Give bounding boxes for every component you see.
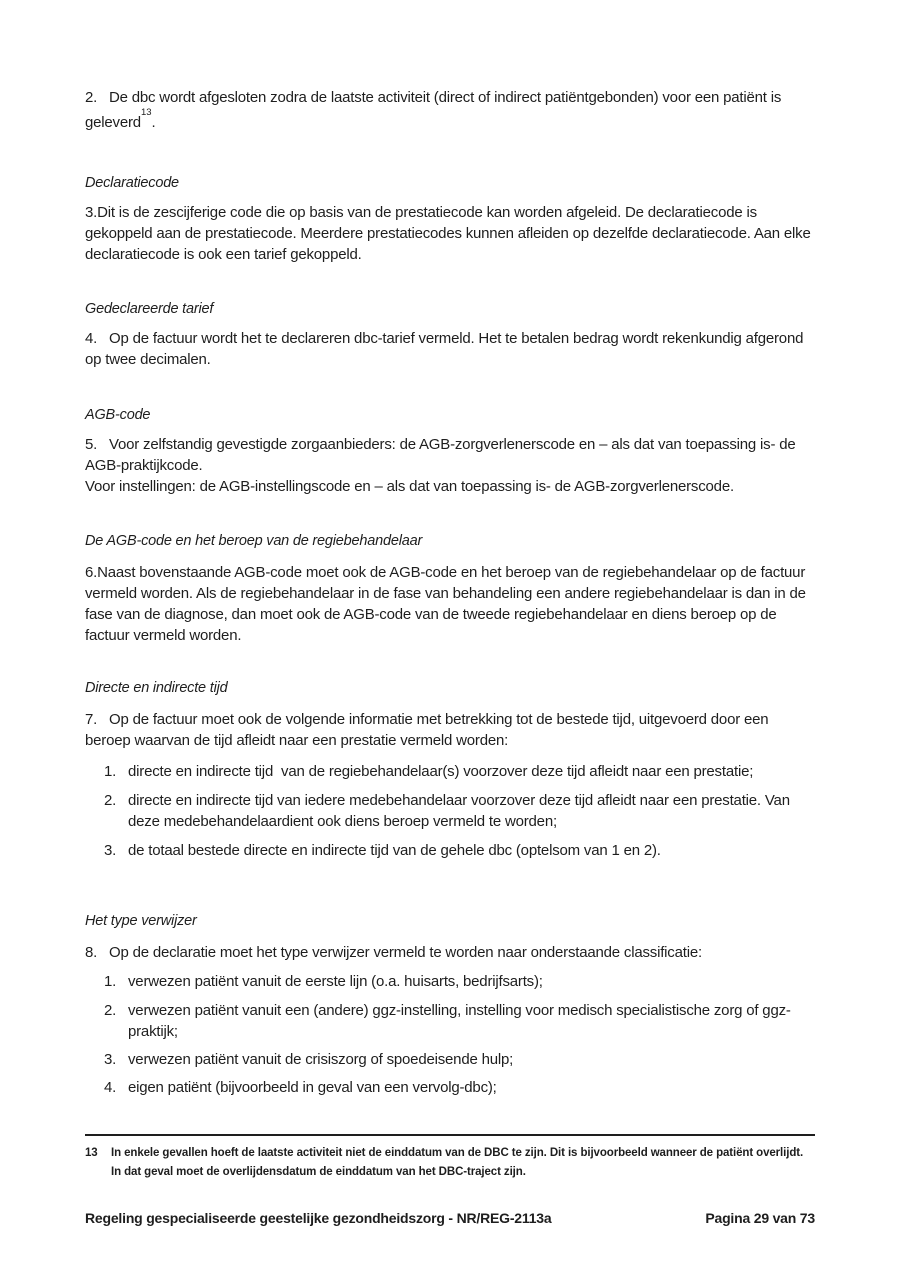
footer-document-title: Regeling gespecialiseerde geestelijke gezondheidszorg - NR/REG-2113a — [85, 1210, 552, 1226]
paragraph-line: 5. Voor zelfstandig gevestigde zorgaanbieders: de AGB-zorgverlenerscode en – als dat van toepassing is- de AGB-praktijkcode. — [85, 436, 796, 474]
paragraph-item-3: 3.Dit is de zescijferige code die op basis van de prestatiecode kan worden afgeleid. De declaratiecode is gekoppeld aan de prestatiecode. Meerdere prestatiecodes kunnen afleiden op dezelfde declaratiecode. Aan elke declaratiecode is ook een tarief gekoppeld. — [85, 204, 811, 263]
paragraph-item-2 — [85, 87, 815, 133]
paragraph-line: Voor instellingen: de AGB-instellingscode en – als dat van toepassing is- de AGB-zorgverlenerscode. — [85, 478, 734, 495]
heading-directe-indirecte-tijd: Directe en indirecte tijd — [85, 680, 228, 696]
footer-page-number: Pagina 29 van 73 — [705, 1210, 815, 1226]
list-item-text: eigen patiënt (bijvoorbeeld in geval van een vervolg-dbc); — [128, 1079, 497, 1096]
page-content — [85, 0, 815, 1182]
footnote-ref-13: 13 — [140, 107, 152, 118]
paragraph-tail: . — [151, 114, 156, 131]
paragraph-item-8: 8. Op de declaratie moet het type verwijzer vermeld te worden naar onderstaande classificatie: — [85, 944, 702, 961]
heading-agb-code: AGB-code — [85, 407, 151, 423]
list-item — [104, 1077, 815, 1098]
list-item — [104, 1000, 815, 1042]
heading-type-verwijzer: Het type verwijzer — [85, 913, 197, 929]
footnote-number: 13 — [85, 1147, 98, 1159]
list-item-text: verwezen patiënt vanuit de eerste lijn (o.a. huisarts, bedrijfsarts); — [128, 973, 543, 990]
footnote-divider — [85, 1134, 815, 1136]
list-item-text: directe en indirecte tijd van de regiebehandelaar(s) voorzover deze tijd afleidt naar een prestatie; — [128, 763, 754, 780]
list-item-number: 2. — [104, 1002, 117, 1019]
footnote-13 — [85, 1144, 815, 1182]
list-item-number: 3. — [104, 842, 117, 859]
tijd-list — [85, 761, 815, 861]
page-footer — [85, 1210, 815, 1226]
list-item-text: directe en indirecte tijd van iedere medebehandelaar voorzover deze tijd afleidt naar een prestatie. Van deze medebehandelaardient ook diens beroep vermeld te worden; — [128, 792, 790, 830]
list-item-number: 1. — [104, 763, 117, 780]
list-item-text: de totaal bestede directe en indirecte tijd van de gehele dbc (optelsom van 1 en 2). — [128, 842, 661, 859]
list-item — [104, 840, 815, 861]
list-item-number: 2. — [104, 792, 117, 809]
list-item-text: verwezen patiënt vanuit de crisiszorg of spoedeisende hulp; — [128, 1051, 514, 1068]
list-item — [104, 971, 815, 992]
heading-agb-code-beroep: De AGB-code en het beroep van de regiebehandelaar — [85, 533, 423, 549]
verwijzer-list — [85, 971, 815, 1098]
list-item-text: verwezen patiënt vanuit een (andere) ggz-instelling, instelling voor medisch specialistische zorg of ggz-praktijk; — [128, 1002, 791, 1040]
paragraph-item-7: 7. Op de factuur moet ook de volgende informatie met betrekking tot de bestede tijd, uitgevoerd door een beroep waarvan de tijd afleidt naar een prestatie vermeld worden: — [85, 711, 769, 749]
list-item-number: 1. — [104, 973, 117, 990]
paragraph-item-5 — [85, 434, 815, 497]
heading-declaratiecode: Declaratiecode — [85, 175, 179, 191]
list-item — [104, 1049, 815, 1070]
list-item — [104, 761, 815, 782]
paragraph-item-4: 4. Op de factuur wordt het te declareren dbc-tarief vermeld. Het te betalen bedrag wordt rekenkundig afgerond op twee decimalen. — [85, 330, 804, 368]
list-item-number: 4. — [104, 1079, 117, 1096]
list-item-number: 3. — [104, 1051, 117, 1068]
list-item — [104, 790, 815, 832]
paragraph-text: 2. De dbc wordt afgesloten zodra de laatste activiteit (direct of indirect patiëntgebonden) voor een patiënt is geleverd — [85, 89, 782, 131]
footnote-text: In enkele gevallen hoeft de laatste activiteit niet de einddatum van de DBC te zijn. Dit is bijvoorbeeld wanneer de patiënt overlijdt. In dat geval moet de overlijdensdatum de einddatum van het DBC-traject zijn. — [111, 1147, 804, 1178]
heading-gedeclareerde-tarief: Gedeclareerde tarief — [85, 301, 214, 317]
paragraph-item-6: 6.Naast bovenstaande AGB-code moet ook de AGB-code en het beroep van de regiebehandelaar op de factuur vermeld worden. Als de regiebehandelaar in de fase van behandeling een andere regiebehandelaar is dan in de fase van de diagnose, dan moet ook de AGB-code van de tweede regiebehandelaar en diens beroep op de factuur vermeld worden. — [85, 564, 806, 644]
